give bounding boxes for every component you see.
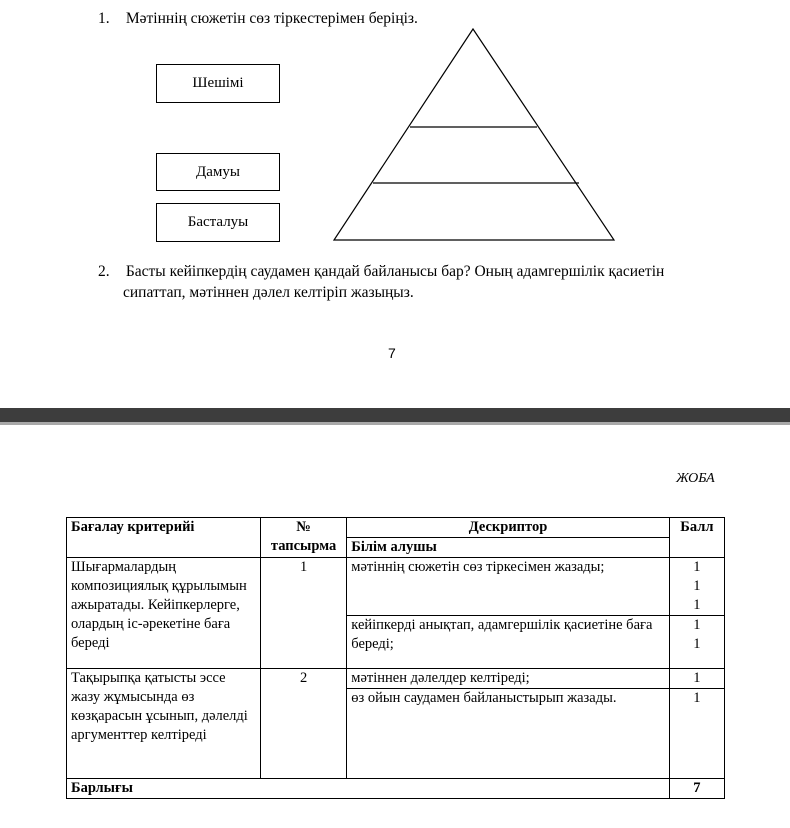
question-1 bbox=[98, 10, 418, 28]
header-descriptor: Дескриптор bbox=[347, 518, 669, 538]
draft-label: ЖОБА bbox=[676, 471, 715, 486]
row-1-criterion: Шығармалардың композициялық құрылымын ажыратады. Кейіпкерлерге, олардың іс-әрекетіне баға береді bbox=[67, 558, 261, 669]
row-2-descriptor-b: өз ойын саудамен байланыстырып жазады. bbox=[347, 689, 669, 779]
total-value: 7 bbox=[669, 779, 724, 799]
row-2-task: 2 bbox=[260, 669, 346, 779]
question-2-number: 2. bbox=[98, 263, 110, 280]
header-task-sign: № bbox=[296, 519, 311, 535]
page-number: 7 bbox=[388, 345, 396, 361]
question-2 bbox=[98, 261, 738, 303]
header-learner: Білім алушы bbox=[347, 538, 669, 558]
header-task-word: тапсырма bbox=[270, 538, 337, 554]
row-2-descriptor-a: мәтіннен дәлелдер келтіреді; bbox=[347, 669, 669, 689]
row-1-descriptor-b: кейіпкерді анықтап, адамгершілік қасиетіне баға береді; bbox=[347, 616, 669, 669]
question-2-line-2: сипаттап, мәтіннен дәлел келтіріп жазыңыз. bbox=[123, 284, 414, 301]
row-2-score-a: 1 bbox=[669, 669, 724, 689]
box-beginning: Басталуы bbox=[156, 203, 280, 242]
score-value: 1 bbox=[693, 578, 701, 594]
row-2-criterion: Тақырыпқа қатысты эссе жазу жұмысында өз көзқарасын ұсынып, дәлелді аргументтер келтіреді bbox=[67, 669, 261, 779]
row-1-scores-a bbox=[669, 558, 724, 616]
row-1-descriptor-a: мәтіннің сюжетін сөз тіркесімен жазады; bbox=[347, 558, 669, 616]
row-1-task: 1 bbox=[260, 558, 346, 669]
box-development: Дамуы bbox=[156, 153, 280, 191]
box-resolution: Шешімі bbox=[156, 64, 280, 103]
question-1-number: 1. bbox=[98, 10, 110, 27]
row-2-score-b: 1 bbox=[669, 689, 724, 779]
header-score: Балл bbox=[669, 518, 724, 558]
page-divider-shadow bbox=[0, 422, 790, 425]
question-2-line-1: Басты кейіпкердің саудамен қандай байланысы бар? Оның адамгершілік қасиетін bbox=[125, 263, 665, 280]
rubric-table bbox=[66, 517, 725, 799]
pyramid-outline bbox=[334, 29, 614, 240]
header-task bbox=[260, 518, 346, 558]
page-divider bbox=[0, 408, 790, 422]
total-label: Барлығы bbox=[67, 779, 670, 799]
score-value: 1 bbox=[693, 636, 701, 652]
question-1-text: Мәтіннің сюжетін сөз тіркестерімен беріңіз. bbox=[125, 10, 418, 27]
row-1-scores-b bbox=[669, 616, 724, 669]
header-criteria: Бағалау критерийі bbox=[67, 518, 261, 558]
plot-pyramid bbox=[330, 27, 620, 243]
score-value: 1 bbox=[693, 559, 701, 575]
score-value: 1 bbox=[693, 617, 701, 633]
score-value: 1 bbox=[693, 597, 701, 613]
